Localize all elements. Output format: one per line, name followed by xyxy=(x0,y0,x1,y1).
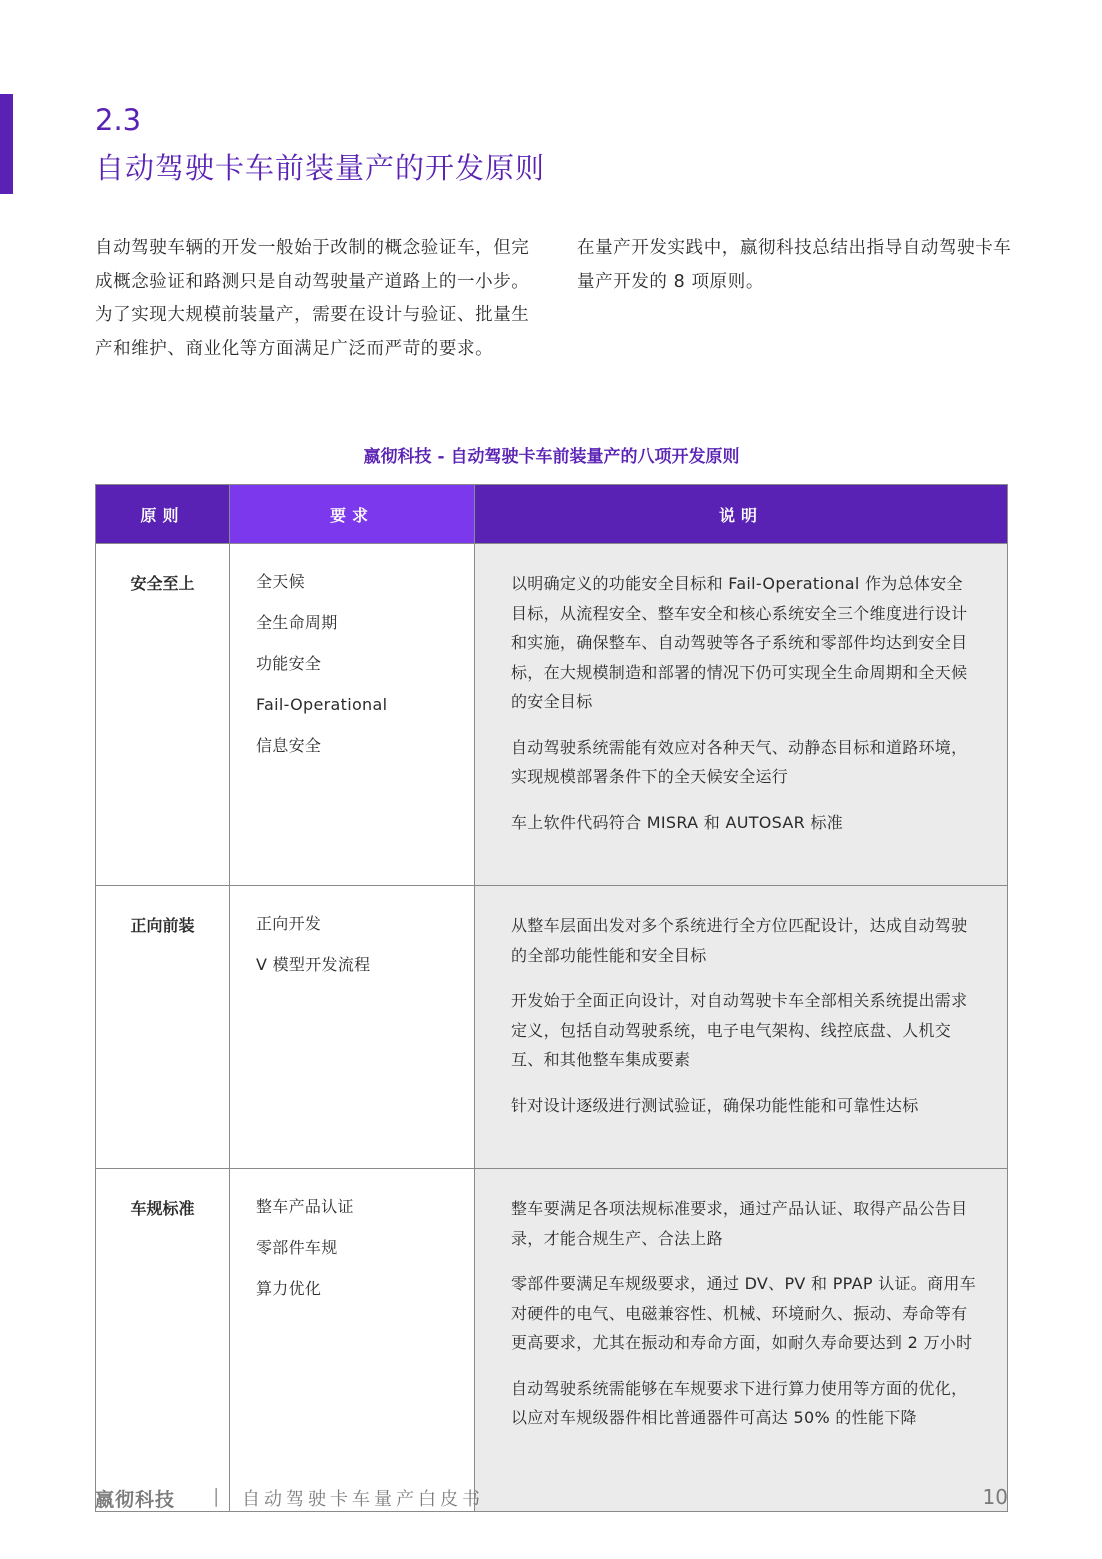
description-item: 以明确定义的功能安全目标和 Fail-Operational 作为总体安全目标，从流程安全、整车安全和核心系统安全三个维度进行设计和实施，确保整车、自动驾驶等各子系统和零部件均达到安全目标，在大规模制造和部署的情况下仍可实现全生命周期和全天候的安全目标 xyxy=(511,574,968,711)
description-item: 针对设计逐级进行测试验证，确保功能性能和可靠性达标 xyxy=(511,1095,919,1115)
description-cell xyxy=(475,1169,1008,1512)
description-item: 自动驾驶系统需能有效应对各种天气、动静态目标和道路环境，实现规模部署条件下的全天候安全运行 xyxy=(511,737,968,786)
table-row xyxy=(96,886,1008,1169)
requirement-item: 算力优化 xyxy=(256,1279,322,1298)
principle-cell: 安全至上 xyxy=(96,544,230,886)
requirement-item: 全天候 xyxy=(256,572,305,591)
requirement-item: 零部件车规 xyxy=(256,1238,338,1257)
footer-brand: 嬴彻科技 xyxy=(95,1489,176,1511)
description-item: 整车要满足各项法规标准要求，通过产品认证、取得产品公告目录，才能合规生产、合法上路 xyxy=(511,1199,968,1248)
intro-left-column xyxy=(95,232,535,366)
description-cell xyxy=(475,886,1008,1169)
footer-separator: | xyxy=(213,1485,220,1507)
principles-table xyxy=(95,484,1008,1512)
requirement-item: 信息安全 xyxy=(256,736,322,755)
section-number: 2.3 xyxy=(95,103,142,137)
intro-left-paragraph: 自动驾驶车辆的开发一般始于改制的概念验证车，但完成概念验证和路测只是自动驾驶量产道路上的一小步。为了实现大规模前装量产，需要在设计与验证、批量生产和维护、商业化等方面满足广泛而严苛的要求。 xyxy=(95,238,530,359)
requirements-cell xyxy=(230,886,475,1169)
table-row xyxy=(96,1169,1008,1512)
header-description: 说明 xyxy=(475,485,1008,544)
table-row xyxy=(96,544,1008,886)
intro-right-paragraph: 在量产开发实践中，嬴彻科技总结出指导自动驾驶卡车量产开发的 8 项原则。 xyxy=(577,238,1012,292)
footer-doc-title: 自动驾驶卡车量产白皮书 xyxy=(242,1489,484,1510)
table-header-row xyxy=(96,485,1008,544)
description-item: 从整车层面出发对多个系统进行全方位匹配设计，达成自动驾驶的全部功能性能和安全目标 xyxy=(511,916,968,965)
page-footer xyxy=(95,1485,1008,1517)
side-accent-bar xyxy=(0,94,13,194)
description-item: 车上软件代码符合 MISRA 和 AUTOSAR 标准 xyxy=(511,812,844,832)
table-caption: 嬴彻科技 - 自动驾驶卡车前装量产的八项开发原则 xyxy=(363,447,740,467)
intro-right-column xyxy=(577,232,1017,299)
header-principle: 原则 xyxy=(96,485,230,544)
description-item: 零部件要满足车规级要求，通过 DV、PV 和 PPAP 认证。商用车对硬件的电气、电磁兼容性、机械、环境耐久、振动、寿命等有更高要求，尤其在振动和寿命方面，如耐久寿命要达到 2 万小时 xyxy=(511,1274,976,1352)
requirements-cell xyxy=(230,544,475,886)
section-title: 自动驾驶卡车前装量产的开发原则 xyxy=(95,151,546,185)
requirement-item: 功能安全 xyxy=(256,654,322,673)
requirement-item: V 模型开发流程 xyxy=(256,955,371,974)
header-requirement: 要求 xyxy=(230,485,475,544)
description-item: 自动驾驶系统需能够在车规要求下进行算力使用等方面的优化，以应对车规级器件相比普通器件可高达 50% 的性能下降 xyxy=(511,1378,968,1427)
principle-cell: 正向前装 xyxy=(96,886,230,1169)
requirement-item: 整车产品认证 xyxy=(256,1197,354,1216)
page-number: 10 xyxy=(982,1485,1008,1509)
principle-cell: 车规标准 xyxy=(96,1169,230,1512)
requirement-item: 全生命周期 xyxy=(256,613,338,632)
description-item: 开发始于全面正向设计，对自动驾驶卡车全部相关系统提出需求定义，包括自动驾驶系统，电子电气架构、线控底盘、人机交互、和其他整车集成要素 xyxy=(511,991,968,1069)
requirement-item: Fail-Operational xyxy=(256,695,388,714)
requirements-cell xyxy=(230,1169,475,1512)
requirement-item: 正向开发 xyxy=(256,914,322,933)
description-cell xyxy=(475,544,1008,886)
